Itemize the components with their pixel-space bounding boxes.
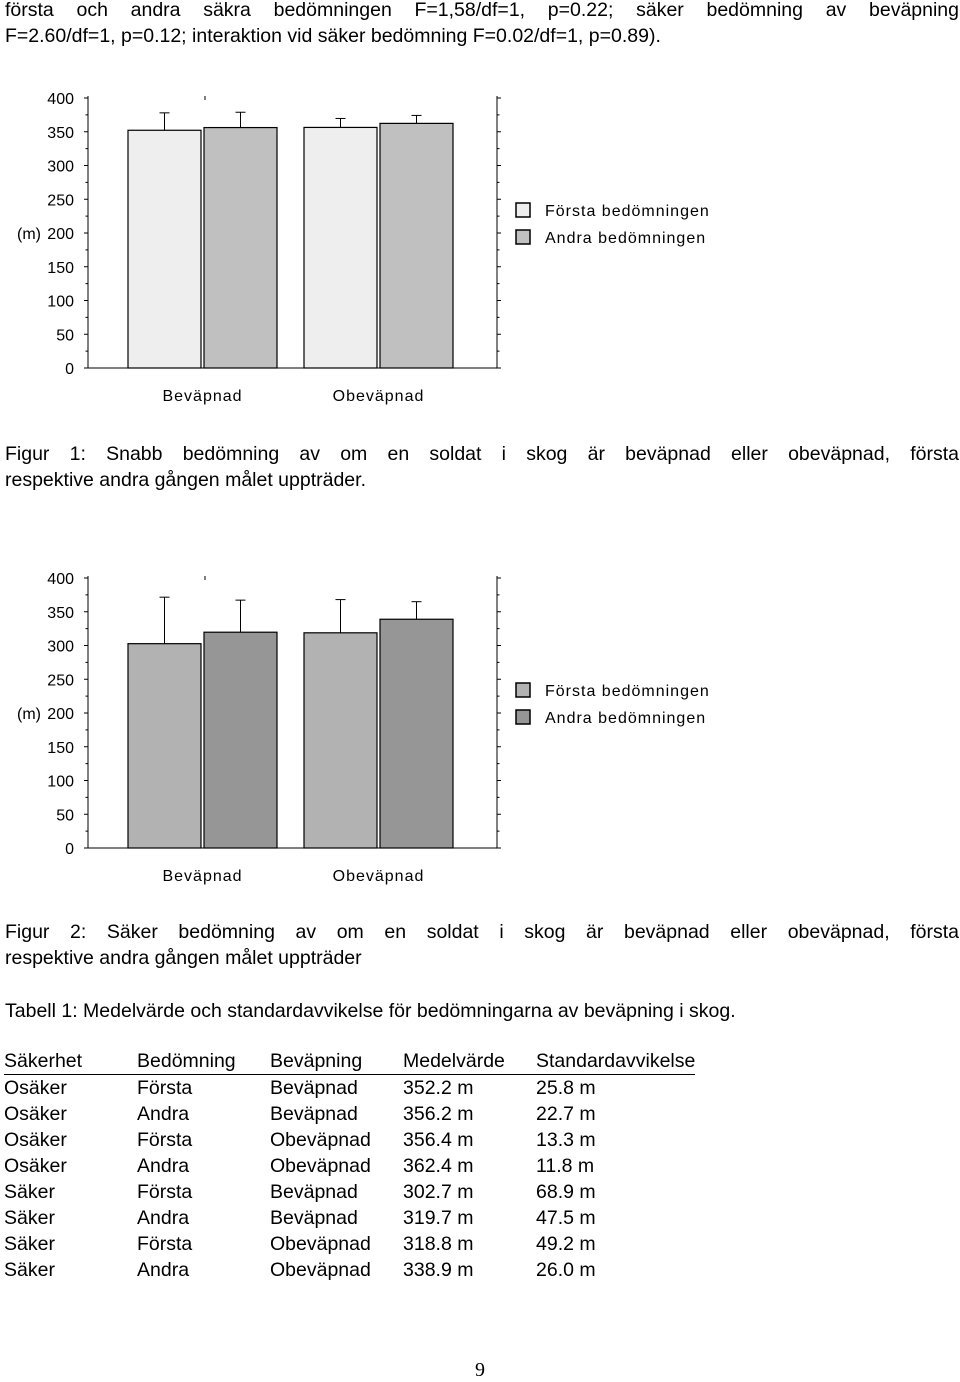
- table-cell: 11.8 m: [536, 1155, 595, 1177]
- bar: [304, 633, 377, 848]
- y-tick-label: 250: [47, 672, 74, 690]
- y-tick-label: 200: [47, 226, 74, 243]
- y-tick-label: 400: [47, 571, 74, 588]
- table-cell: 302.7 m: [403, 1181, 474, 1203]
- page-number: 9: [475, 1359, 485, 1381]
- table-cell: Beväpnad: [270, 1077, 358, 1099]
- table-cell: 49.2 m: [536, 1233, 596, 1255]
- table-header-cell: Beväpning: [270, 1048, 403, 1075]
- table-cell: Obeväpnad: [270, 1233, 371, 1255]
- y-tick-label: 100: [47, 293, 74, 311]
- table-cell: Första: [137, 1181, 193, 1203]
- legend-label: Första bedömningen: [545, 203, 710, 220]
- table-cell: Säker: [4, 1207, 55, 1229]
- table-cell: 26.0 m: [536, 1259, 596, 1281]
- table-cell: Obeväpnad: [270, 1129, 371, 1151]
- table-row: [4, 1257, 695, 1283]
- table-header-cell: Bedömning: [137, 1048, 270, 1075]
- y-tick-label: 50: [56, 807, 74, 825]
- y-tick-label: 100: [47, 773, 74, 791]
- table-cell: 352.2 m: [403, 1077, 474, 1099]
- table-row: [4, 1075, 695, 1102]
- y-axis-label: (m): [17, 706, 41, 723]
- table-cell: Andra: [137, 1103, 190, 1125]
- x-category-label: Beväpnad: [162, 868, 243, 885]
- legend-swatch: [516, 710, 530, 724]
- table-row: [4, 1101, 695, 1127]
- table-cell: Osäker: [4, 1155, 67, 1177]
- table-cell: 47.5 m: [536, 1207, 596, 1229]
- figure-2-caption-line-1: Figur 2: Säker bedömning av om en soldat i skog är beväpnad eller obeväpnad, första: [5, 921, 959, 943]
- y-tick-label: 0: [65, 841, 74, 858]
- table-cell: 25.8 m: [536, 1077, 596, 1099]
- table-cell: Beväpnad: [270, 1181, 358, 1203]
- y-tick-label: 150: [47, 259, 74, 277]
- x-category-label: Obeväpnad: [332, 868, 425, 885]
- chart-svg: [0, 80, 960, 420]
- table-header-cell: Medelvärde: [403, 1048, 536, 1075]
- legend-label: Andra bedömningen: [545, 710, 707, 727]
- table-cell: Osäker: [4, 1129, 67, 1151]
- table-cell: Första: [137, 1129, 193, 1151]
- table-cell: Första: [137, 1077, 193, 1099]
- legend-swatch: [516, 683, 530, 697]
- table-row: [4, 1127, 695, 1153]
- legend-swatch: [516, 230, 530, 244]
- table-cell: Beväpnad: [270, 1207, 358, 1229]
- table-cell: 356.4 m: [403, 1129, 474, 1151]
- table-cell: 338.9 m: [403, 1259, 474, 1281]
- y-axis-label: (m): [17, 226, 41, 243]
- table-row: [4, 1179, 695, 1205]
- y-tick-label: 350: [47, 124, 74, 142]
- y-tick-label: 250: [47, 192, 74, 210]
- chart-svg: [0, 560, 960, 900]
- table-cell: 318.8 m: [403, 1233, 474, 1255]
- bar: [128, 130, 201, 368]
- bar: [204, 128, 277, 368]
- table-row: [4, 1205, 695, 1231]
- table-title: Tabell 1: Medelvärde och standardavvikelse för bedömningarna av beväpning i skog.: [5, 1000, 736, 1022]
- y-tick-label: 350: [47, 604, 74, 622]
- figure-2-caption: [5, 919, 959, 971]
- table-cell: 68.9 m: [536, 1181, 596, 1203]
- bar: [204, 632, 277, 848]
- bar: [380, 619, 453, 848]
- y-tick-label: 200: [47, 706, 74, 723]
- figure-1-caption-line-1: Figur 1: Snabb bedömning av om en soldat i skog är beväpnad eller obeväpnad, första: [5, 443, 959, 465]
- table-header-cell: Standardavvikelse: [536, 1048, 695, 1075]
- intro-line-2: F=2.60/df=1, p=0.12; interaktion vid säker bedömning F=0.02/df=1, p=0.89).: [5, 25, 661, 47]
- bar: [380, 123, 453, 368]
- y-tick-label: 150: [47, 739, 74, 757]
- table-body: [4, 1075, 695, 1284]
- table-cell: Första: [137, 1233, 193, 1255]
- legend-label: Andra bedömningen: [545, 230, 707, 247]
- table-cell: Andra: [137, 1207, 190, 1229]
- table-cell: Osäker: [4, 1103, 67, 1125]
- intro-line-1: första och andra säkra bedömningen F=1,58/df=1, p=0.22; säker bedömning av beväpning: [5, 0, 959, 21]
- table-cell: 319.7 m: [403, 1207, 474, 1229]
- table-cell: Säker: [4, 1181, 55, 1203]
- table-row: [4, 1153, 695, 1179]
- y-tick-label: 50: [56, 327, 74, 345]
- table-cell: Obeväpnad: [270, 1259, 371, 1281]
- table-cell: Säker: [4, 1233, 55, 1255]
- table-cell: Osäker: [4, 1077, 67, 1099]
- table-row: [4, 1231, 695, 1257]
- table-cell: 13.3 m: [536, 1129, 596, 1151]
- table-cell: Beväpnad: [270, 1103, 358, 1125]
- bar: [128, 644, 201, 848]
- table-cell: Säker: [4, 1259, 55, 1281]
- table-cell: 356.2 m: [403, 1103, 474, 1125]
- table-cell: 362.4 m: [403, 1155, 474, 1177]
- y-tick-label: 400: [47, 91, 74, 108]
- table-cell: Andra: [137, 1259, 190, 1281]
- table-header-cell: Säkerhet: [4, 1048, 137, 1075]
- figure-1-chart: [0, 80, 960, 420]
- figure-2-caption-line-2: respektive andra gången målet uppträder: [5, 947, 362, 969]
- x-category-label: Beväpnad: [162, 388, 243, 405]
- legend-swatch: [516, 203, 530, 217]
- table-cell: Andra: [137, 1155, 190, 1177]
- y-tick-label: 0: [65, 361, 74, 378]
- table-header-row: [4, 1048, 695, 1075]
- table-cell: Obeväpnad: [270, 1155, 371, 1177]
- figure-1-caption-line-2: respektive andra gången målet uppträder.: [5, 469, 366, 491]
- table-cell: 22.7 m: [536, 1103, 596, 1125]
- y-tick-label: 300: [47, 158, 74, 176]
- intro-paragraph: [5, 0, 959, 49]
- figure-1-caption: [5, 441, 959, 493]
- figure-2-chart: [0, 560, 960, 900]
- stats-table: [4, 1048, 695, 1283]
- bar: [304, 127, 377, 368]
- legend-label: Första bedömningen: [545, 683, 710, 700]
- x-category-label: Obeväpnad: [332, 388, 425, 405]
- y-tick-label: 300: [47, 638, 74, 656]
